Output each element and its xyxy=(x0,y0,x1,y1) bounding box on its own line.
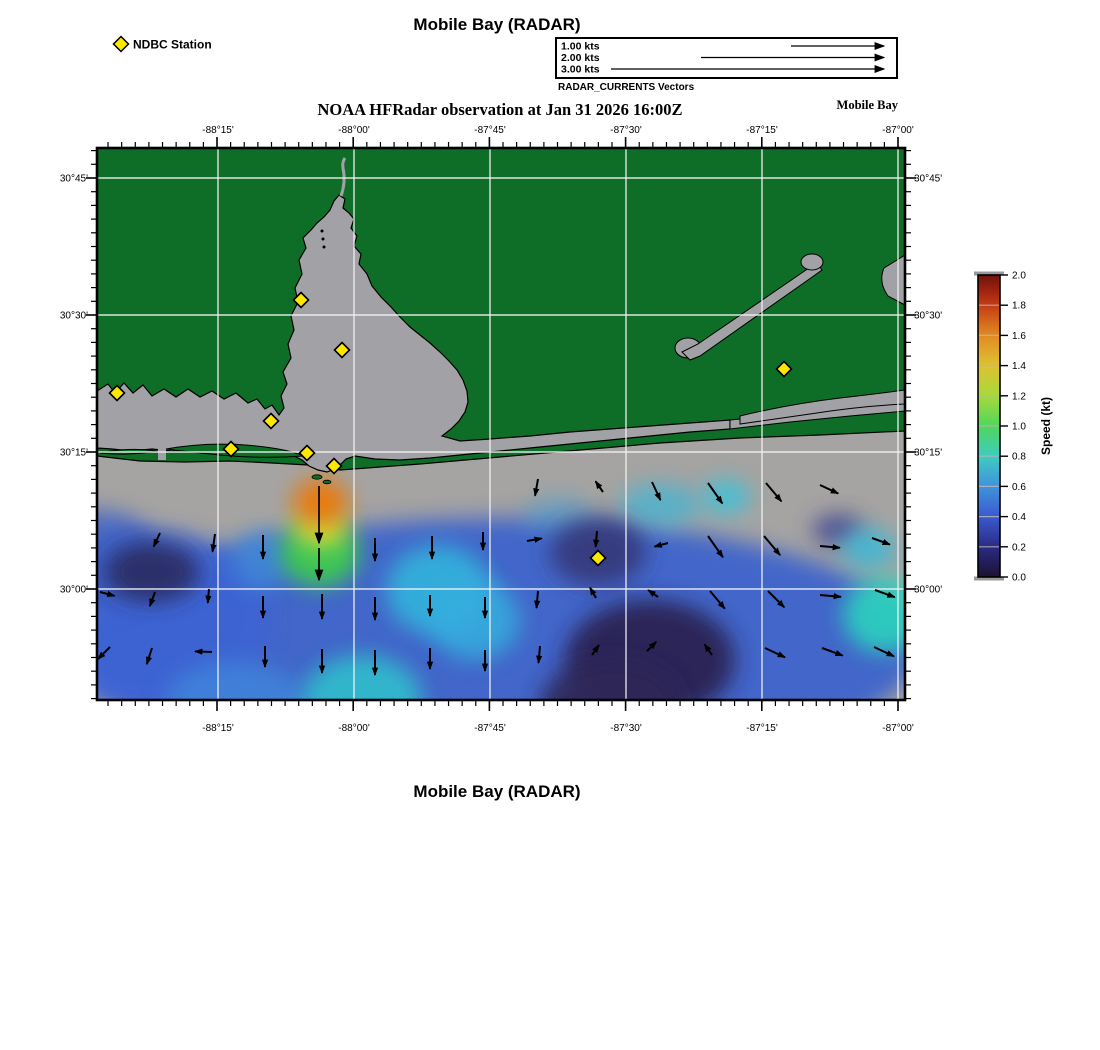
x-axis-label-top: -87°45' xyxy=(474,125,506,136)
region-label: Mobile Bay xyxy=(836,98,898,112)
vector-scale-legend xyxy=(556,38,897,78)
colorbar-tick-label: 0.0 xyxy=(1012,572,1026,584)
colorbar-tick-label: 0.4 xyxy=(1012,512,1026,524)
colorbar-title: Speed (kt) xyxy=(1039,396,1053,456)
bottom-title: Mobile Bay (RADAR) xyxy=(413,782,581,801)
colorbar-tick-label: 1.2 xyxy=(1012,391,1026,403)
current-vector xyxy=(195,651,212,652)
y-axis-label-left: 30°30' xyxy=(59,310,88,322)
y-axis-label-right: 30°30' xyxy=(914,310,943,322)
x-axis-label-bottom: -88°15' xyxy=(202,723,234,734)
vector-legend-row-label: 2.00 kts xyxy=(561,52,600,64)
colorbar-tick-label: 0.8 xyxy=(1012,451,1026,463)
x-axis-label-top: -88°15' xyxy=(202,125,234,136)
colorbar-tick-label: 0.6 xyxy=(1012,481,1026,493)
current-vector xyxy=(208,589,209,603)
colorbar-tick-label: 0.2 xyxy=(1012,542,1026,554)
y-axis-label-left: 30°15' xyxy=(59,447,88,459)
bay-dot xyxy=(323,246,326,249)
colorbar-tick-label: 1.0 xyxy=(1012,421,1026,433)
sand-islet xyxy=(312,475,322,479)
heat-blob xyxy=(430,580,520,660)
x-axis-label-bottom: -87°45' xyxy=(474,723,506,734)
subtitle: NOAA HFRadar observation at Jan 31 2026 16:00Z xyxy=(317,100,683,119)
heat-blob xyxy=(565,600,735,720)
ndbc-legend-diamond-icon xyxy=(114,37,129,52)
pelican-islet xyxy=(323,480,331,484)
heat-blob xyxy=(840,528,896,568)
ndbc-legend-label: NDBC Station xyxy=(133,37,212,52)
current-vector xyxy=(596,531,597,547)
y-axis-label-right: 30°15' xyxy=(914,447,943,459)
x-axis-label-top: -88°00' xyxy=(338,125,370,136)
x-axis-label-bottom: -87°00' xyxy=(882,723,914,734)
colorbar xyxy=(974,271,1026,584)
heat-blob xyxy=(165,662,305,742)
vector-legend-row-label: 3.00 kts xyxy=(561,63,600,76)
perdido-upper-bay xyxy=(801,254,823,270)
y-axis-label-left: 30°45' xyxy=(59,173,88,185)
y-axis-label-left: 30°00' xyxy=(59,584,88,596)
colorbar-tick-label: 1.6 xyxy=(1012,330,1026,342)
vector-legend-caption: RADAR_CURRENTS Vectors xyxy=(558,82,695,93)
x-axis-label-bottom: -87°15' xyxy=(746,723,778,734)
x-axis-label-bottom: -87°30' xyxy=(610,723,642,734)
x-axis-label-top: -87°15' xyxy=(746,125,778,136)
colorbar-tick-label: 2.0 xyxy=(1012,270,1026,282)
vector-legend-row-label: 1.00 kts xyxy=(561,40,600,53)
x-axis-label-top: -87°00' xyxy=(882,125,914,136)
colorbar-tick-label: 1.4 xyxy=(1012,361,1026,373)
map-body xyxy=(30,148,927,778)
x-axis-label-bottom: -88°00' xyxy=(338,723,370,734)
y-axis-label-right: 30°45' xyxy=(914,173,943,185)
heat-blob xyxy=(104,542,200,602)
bay-dot xyxy=(322,238,325,241)
y-axis-label-right: 30°00' xyxy=(914,584,943,596)
x-axis-label-top: -87°30' xyxy=(610,125,642,136)
heat-blob xyxy=(620,483,700,527)
bay-dot xyxy=(321,230,324,233)
heat-blob xyxy=(540,660,680,750)
heat-blob xyxy=(293,478,349,526)
island-gap xyxy=(158,446,166,460)
top-title: Mobile Bay (RADAR) xyxy=(413,15,581,34)
colorbar-tick-label: 1.8 xyxy=(1012,300,1026,312)
